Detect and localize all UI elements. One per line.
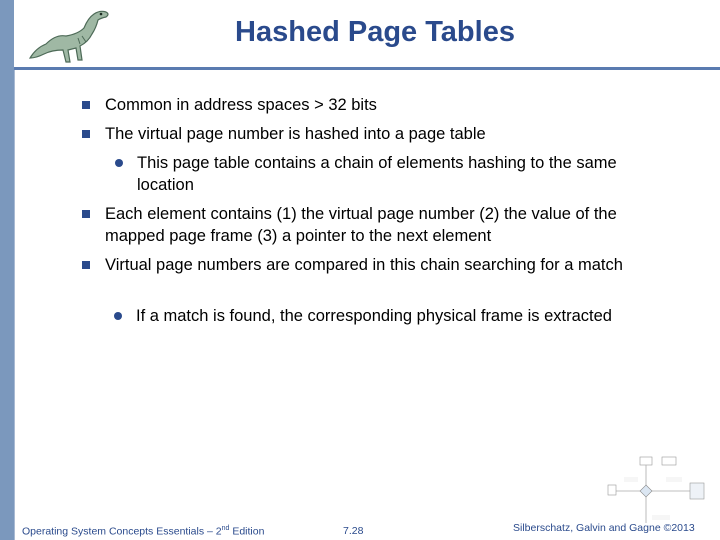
bullet-text: Common in address spaces > 32 bits [105,96,377,114]
square-bullet-icon [82,210,90,218]
bullet-item [105,254,665,276]
round-bullet-icon [115,159,123,167]
sub-bullet-item [136,305,696,327]
round-bullet-icon [114,312,122,320]
bullet-item [105,203,670,247]
footer-copyright: Silberschatz, Galvin and Gagne ©2013 [513,522,695,534]
footer-course: Operating System Concepts Essentials – 2nd Edition [22,525,265,538]
bullet-text: Virtual page numbers are compared in this chain searching for a match [105,256,623,274]
bullet-item [105,94,665,116]
square-bullet-icon [82,101,90,109]
bullet-item [105,123,665,145]
square-bullet-icon [82,261,90,269]
footer-page-number: 7.28 [343,525,364,537]
bullet-text: Each element contains (1) the virtual page number (2) the value of the mapped page frame (3) a pointer to the next element [105,205,617,245]
square-bullet-icon [82,130,90,138]
slide-title: Hashed Page Tables [235,16,515,48]
bullet-text: The virtual page number is hashed into a page table [105,125,486,143]
bullet-text: This page table contains a chain of elements hashing to the same location [137,154,617,194]
hashed-page-table-diagram-icon [606,455,706,527]
bullet-text: If a match is found, the corresponding physical frame is extracted [136,307,612,325]
sub-bullet-item [137,152,665,196]
